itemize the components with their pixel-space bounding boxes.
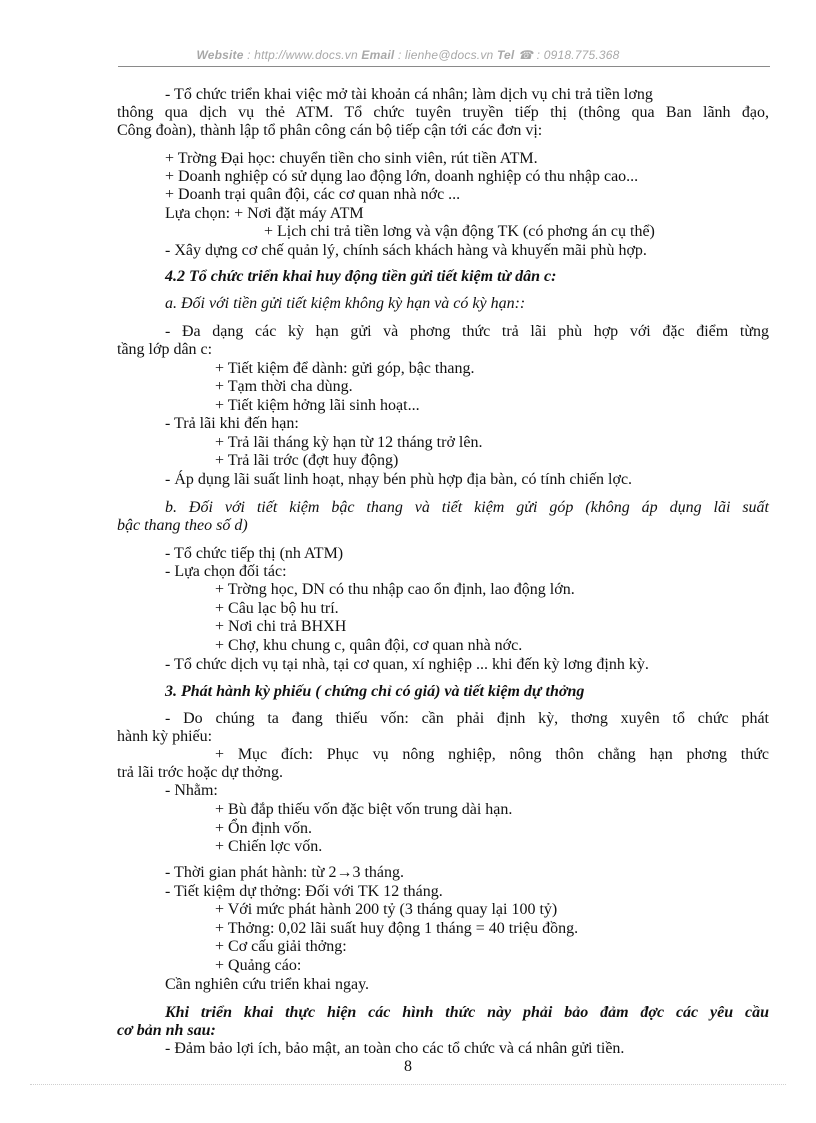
text-line: + Trả lãi trớc (đợt huy động) bbox=[215, 452, 399, 469]
text-line: + Với mức phát hành 200 tỷ (3 tháng quay lại 100 tỷ) bbox=[215, 901, 558, 918]
emphasis-paragraph-cont: cơ bản nh sau: bbox=[117, 1022, 216, 1039]
text-line: trả lãi trớc hoặc dự thởng. bbox=[117, 764, 283, 781]
text-line: thông qua dịch vụ thẻ ATM. Tổ chức tuyên truyền tiếp thị (thông qua Ban lãnh đạo, bbox=[117, 104, 769, 121]
text-line: + Thởng: 0,02 lãi suất huy động 1 tháng = 40 triệu đồng. bbox=[215, 920, 579, 937]
text-line: + Doanh trại quân đội, các cơ quan nhà nớc ... bbox=[165, 186, 461, 203]
footer-divider bbox=[30, 1084, 786, 1085]
text-line: + Quảng cáo: bbox=[215, 957, 302, 974]
header-divider bbox=[118, 66, 770, 67]
email-label: Email bbox=[361, 48, 395, 62]
text-line: + Tiết kiệm hởng lãi sinh hoạt... bbox=[215, 397, 420, 414]
text-line: + Tạm thời cha dùng. bbox=[215, 378, 353, 395]
text-line: Công đoàn), thành lập tổ phân công cán bộ tiếp cận tới các đơn vị: bbox=[117, 122, 543, 139]
text-line: + Mục đích: Phục vụ nông nghiệp, nông thôn chẳng hạn phơng thức bbox=[215, 746, 769, 763]
text-line: - Thời gian phát hành: từ 2→3 tháng. bbox=[165, 864, 405, 881]
text-line: + Trờng Đại học: chuyển tiền cho sinh viên, rút tiền ATM. bbox=[165, 150, 538, 167]
text-line: - Đa dạng các kỳ hạn gửi và phơng thức trả lãi phù hợp với đặc điểm từng bbox=[165, 323, 769, 340]
text-line: - Tổ chức tiếp thị (nh ATM) bbox=[165, 545, 344, 562]
text-line: - Do chúng ta đang thiếu vốn: cần phải định kỳ, thơng xuyên tổ chức phát bbox=[165, 710, 769, 727]
text-line: - Xây dựng cơ chế quản lý, chính sách khách hàng và khuyến mãi phù hợp. bbox=[165, 242, 647, 259]
text-line: Cần nghiên cứu triển khai ngay. bbox=[165, 976, 370, 993]
text-line: - Lựa chọn đối tác: bbox=[165, 563, 287, 580]
text-line: + Câu lạc bộ hu trí. bbox=[215, 600, 339, 617]
website-label: Website bbox=[196, 48, 244, 62]
page-header bbox=[0, 48, 816, 62]
tel-value: ☎ : 0918.775.368 bbox=[514, 48, 620, 62]
text-line: - Tiết kiệm dự thởng: Đối với TK 12 tháng. bbox=[165, 883, 443, 900]
text-line: hành kỳ phiếu: bbox=[117, 728, 213, 745]
email-value: : lienhe@docs.vn bbox=[394, 48, 497, 62]
text-line: + Doanh nghiệp có sử dụng lao động lớn, doanh nghiệp có thu nhập cao... bbox=[165, 168, 639, 185]
text-line: + Bù đắp thiếu vốn đặc biệt vốn trung dài hạn. bbox=[215, 801, 513, 818]
text-line: + Trả lãi tháng kỳ hạn từ 12 tháng trở lên. bbox=[215, 434, 483, 451]
section-heading: 4.2 Tổ chức triển khai huy động tiền gửi tiết kiệm từ dân c: bbox=[165, 268, 557, 285]
text-line: tầng lớp dân c: bbox=[117, 341, 213, 358]
text-line: - Áp dụng lãi suất linh hoạt, nhạy bén phù hợp địa bàn, có tính chiến lợc. bbox=[165, 471, 633, 488]
text-line: Lựa chọn: + Nơi đặt máy ATM bbox=[165, 205, 364, 222]
subsection-heading: a. Đối với tiền gửi tiết kiệm không kỳ hạn và có kỳ hạn:: bbox=[165, 295, 526, 312]
text-line: + Cơ cấu giải thởng: bbox=[215, 938, 347, 955]
text-line: + Nơi chi trả BHXH bbox=[215, 618, 347, 635]
subsection-heading: b. Đối với tiết kiệm bậc thang và tiết kiệm gửi góp (không áp dụng lãi suất bbox=[165, 499, 769, 516]
text-line: + Trờng học, DN có thu nhập cao ổn định, lao động lớn. bbox=[215, 581, 575, 598]
page-number: 8 bbox=[404, 1058, 412, 1075]
subsection-heading-cont: bậc thang theo số d) bbox=[117, 517, 248, 534]
text-line: + Tiết kiệm để dành: gửi góp, bậc thang. bbox=[215, 360, 475, 377]
text-line: - Đảm bảo lợi ích, bảo mật, an toàn cho các tổ chức và cá nhân gửi tiền. bbox=[165, 1040, 625, 1057]
text-line: + Lịch chi trả tiền lơng và vận động TK (có phơng án cụ thể) bbox=[264, 223, 655, 240]
emphasis-paragraph: Khi triển khai thực hiện các hình thức này phải bảo đảm đợc các yêu cầu bbox=[165, 1004, 769, 1021]
text-line: - Nhằm: bbox=[165, 782, 218, 799]
text-line: - Tổ chức triển khai việc mở tài khoản cá nhân; làm dịch vụ chi trả tiền lơng bbox=[165, 86, 653, 103]
text-line: + Ổn định vốn. bbox=[215, 820, 313, 837]
text-line: - Tổ chức dịch vụ tại nhà, tại cơ quan, xí nghiệp ... khi đến kỳ lơng định kỳ. bbox=[165, 656, 649, 673]
tel-label: Tel bbox=[496, 48, 515, 62]
section-heading: 3. Phát hành kỳ phiếu ( chứng chỉ có giá) và tiết kiệm dự thởng bbox=[165, 683, 585, 700]
text-line: + Chợ, khu chung c, quân đội, cơ quan nhà nớc. bbox=[215, 637, 523, 654]
text-line: - Trả lãi khi đến hạn: bbox=[165, 415, 299, 432]
text-line: + Chiến lợc vốn. bbox=[215, 838, 323, 855]
website-value: : http://www.docs.vn bbox=[243, 48, 362, 62]
